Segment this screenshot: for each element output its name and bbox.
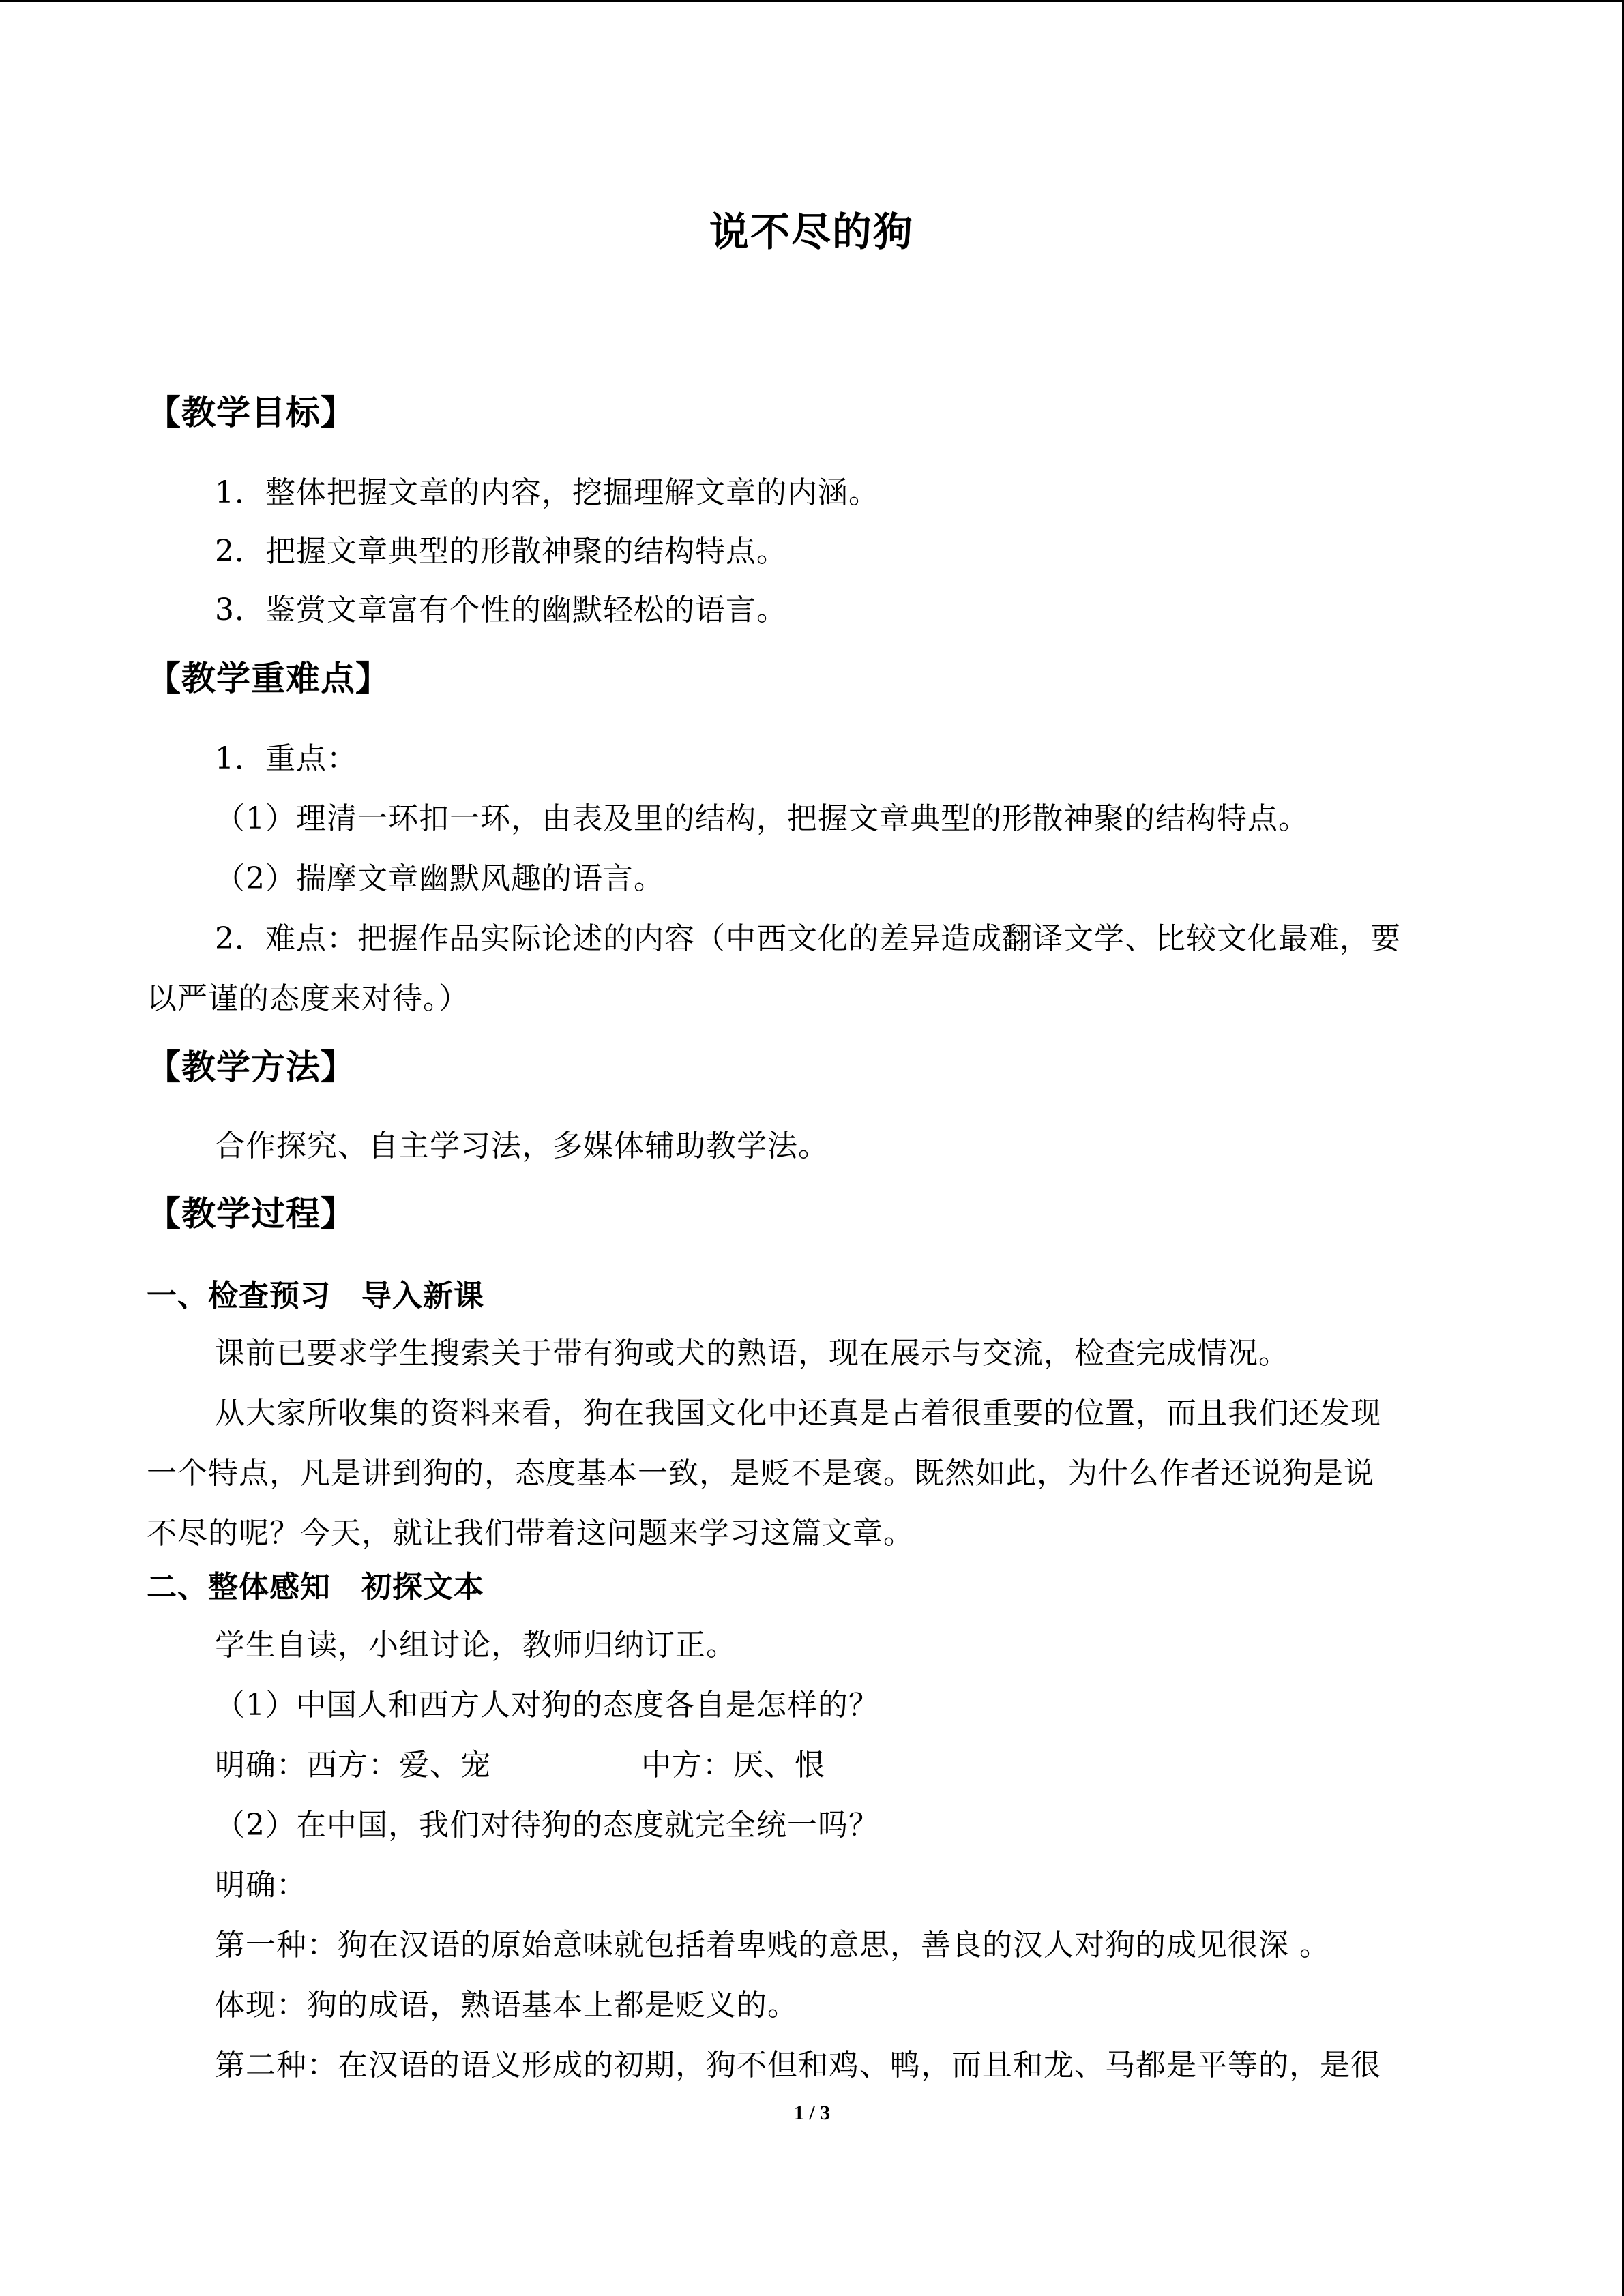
- answer-line: [215, 1743, 825, 1788]
- paragraph-line: 第一种：狗在汉语的原始意味就包括着卑贱的意思，善良的汉人对狗的成见很深 。: [215, 1928, 1330, 1963]
- paragraph-line: 课前已要求学生搜索关于带有狗或犬的熟语，现在展示与交流，检查完成情况。: [215, 1336, 1289, 1371]
- method-text: 合作探究、自主学习法，多媒体辅助教学法。: [215, 1129, 829, 1163]
- section-heading-keypoints: 【教学重难点】: [147, 658, 390, 698]
- paragraph-line: 第二种：在汉语的语义形成的初期，狗不但和鸡、鸭，而且和龙、马都是平等的，是很: [215, 2048, 1381, 2083]
- keypoint-line: 以严谨的态度来对待。）: [147, 981, 469, 1016]
- keypoint-line: （2）揣摩文章幽默风趣的语言。: [215, 861, 664, 896]
- paragraph-line: 学生自读，小组讨论，教师归纳订正。: [215, 1628, 737, 1663]
- paragraph-line: 从大家所收集的资料来看，狗在我国文化中还真是占着很重要的位置，而且我们还发现: [215, 1396, 1381, 1431]
- section-heading-goals: 【教学目标】: [147, 392, 355, 432]
- page-border-top: [0, 0, 1624, 2]
- goal-item: 2．把握文章典型的形散神聚的结构特点。: [215, 534, 787, 569]
- page-number: 1 / 3: [793, 2102, 831, 2124]
- goal-item: 3．鉴赏文章富有个性的幽默轻松的语言。: [215, 593, 787, 627]
- paragraph-line: 不尽的呢？今天，就让我们带着这问题来学习这篇文章。: [147, 1516, 914, 1551]
- paragraph-line: （2）在中国，我们对待狗的态度就完全统一吗？: [215, 1808, 879, 1843]
- process-part2-heading: 二、整体感知 初探文本: [147, 1570, 484, 1605]
- keypoint-line: 1．重点：: [215, 741, 357, 776]
- keypoint-line: （1）理清一环扣一环，由表及里的结构，把握文章典型的形散神聚的结构特点。: [215, 801, 1309, 836]
- section-heading-method: 【教学方法】: [147, 1047, 355, 1087]
- paragraph-line: 一个特点，凡是讲到狗的，态度基本一致，是贬不是褒。既然如此，为什么作者还说狗是说: [147, 1456, 1374, 1491]
- paragraph-line: 体现：狗的成语，熟语基本上都是贬义的。: [215, 1988, 798, 2023]
- keypoint-line: 2．难点：把握作品实际论述的内容（中西文化的差异造成翻译文学、比较文化最难，要: [215, 921, 1401, 956]
- answer-china: 中方：厌、恨: [641, 1748, 825, 1783]
- document-title: 说不尽的狗: [709, 209, 914, 255]
- section-heading-process: 【教学过程】: [147, 1193, 355, 1234]
- goal-item: 1．整体把握文章的内容，挖掘理解文章的内涵。: [215, 475, 879, 510]
- process-part1-heading: 一、检查预习 导入新课: [147, 1279, 484, 1313]
- paragraph-line: （1）中国人和西方人对狗的态度各自是怎样的？: [215, 1688, 879, 1723]
- answer-west: 明确：西方：爱、宠: [215, 1748, 491, 1783]
- paragraph-line: 明确：: [215, 1868, 307, 1903]
